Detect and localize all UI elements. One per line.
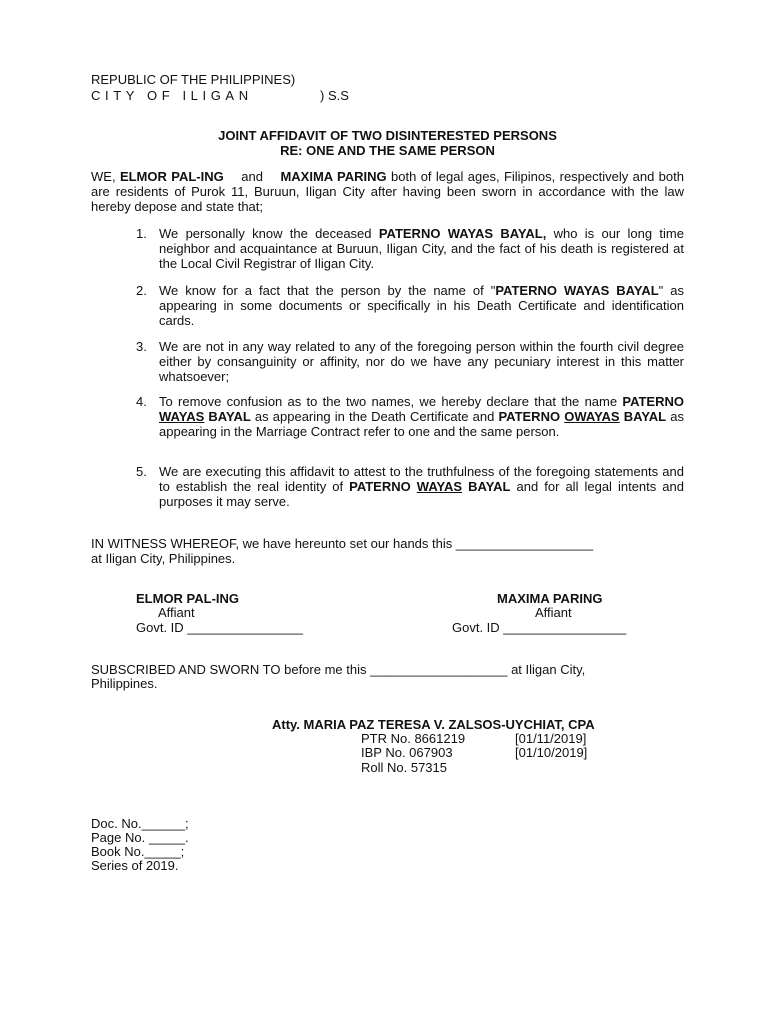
item-2 [159,283,684,328]
item-4-name2: PATERNO [498,409,565,424]
item-4-name1-surname: BAYAL [204,409,251,424]
intro-rest: both of legal ages, Filipinos, respectively and both are residents of Purok 11, Buruun, Iligan City after having been sworn in accordance with the law hereby depose and state that; [91,169,684,214]
item-4-text-2: as appearing in the Death Certificate and [250,409,499,424]
item-3-text: We are not in any way related to any of the foregoing person within the fourth civil degree either by consanguinity or affinity, nor do we have any pecuniary interest in this matter whatsoever; [159,339,684,384]
docket-page: Page No. _____. [91,830,189,845]
item-4-name2-underlined: OWAYAS [564,409,620,424]
subscribed-line1: SUBSCRIBED AND SWORN TO before me this ___________________ at Iligan City, [91,662,586,677]
item-4-text: To remove confusion as to the two names, we hereby declare that the name [159,394,623,409]
intro-paragraph [91,169,684,214]
notary-ptr: PTR No. 8661219 [361,731,466,746]
item-number: 3. [136,339,147,354]
notary-ibp: IBP No. 067903 [361,745,453,760]
signatory-1-role: Affiant [158,605,195,620]
item-2-text-2: " as appearing in some documents or specifically in his Death Certificate and identification cards. [159,283,685,328]
doc-title-line1: JOINT AFFIDAVIT OF TWO DISINTERESTED PERSONS [218,128,557,143]
subscribed-line2: Philippines. [91,676,158,691]
header-ss: ) S.S [320,88,349,103]
item-1-name: PATERNO WAYAS BAYAL, [378,226,547,241]
witness-line2: at Iligan City, Philippines. [91,551,236,566]
docket-book: Book No._____; [91,844,185,859]
header-republic: REPUBLIC OF THE PHILIPPINES) [91,72,296,87]
item-5-name: PATERNO [349,479,417,494]
item-2-text: We know for a fact that the person by the name of " [159,283,496,298]
witness-line1: IN WITNESS WHEREOF, we have hereunto set our hands this ___________________ [91,536,594,551]
notary-ptr-date: [01/11/2019] [515,731,587,746]
item-4-name1: PATERNO [622,394,684,409]
item-number: 2. [136,283,147,298]
item-1-text-2: who is our long time neighbor and acquaintance at Buruun, Iligan City, and the fact of his death is registered at the Local Civil Registrar of Iligan City. [159,226,684,271]
item-4-name1-underlined: WAYAS [159,409,205,424]
signatory-2-name: MAXIMA PARING [497,591,603,606]
notary-roll: Roll No. 57315 [361,760,447,775]
item-4-text-3: as appearing in the Marriage Contract refer to one and the same person. [159,409,684,439]
docket-series: Series of 2019. [91,858,179,873]
notary-name: Atty. MARIA PAZ TERESA V. ZALSOS-UYCHIAT, CPA [272,717,595,732]
item-5-name-surname: BAYAL [462,479,511,494]
signatory-2-govt-id: Govt. ID _________________ [452,620,627,635]
intro-affiant2: MAXIMA PARING [280,169,387,184]
item-5-name-underlined: WAYAS [416,479,463,494]
item-1-text: We personally know the deceased [159,226,379,241]
item-3 [159,339,684,384]
intro-and: and [241,169,263,184]
header-city: CITY OF ILIGAN [91,88,253,103]
item-1 [159,226,684,271]
item-4 [159,394,684,439]
signatory-2-role: Affiant [535,605,572,620]
item-4-name2-surname: BAYAL [619,409,667,424]
docket-doc: Doc. No.______; [91,816,189,831]
item-5-text: We are executing this affidavit to attest to the truthfulness of the foregoing statements and to establish the real identity of [159,464,684,494]
item-number: 5. [136,464,147,479]
signatory-1-govt-id: Govt. ID ________________ [136,620,303,635]
item-number: 1. [136,226,147,241]
signatory-1-name: ELMOR PAL-ING [136,591,240,606]
doc-title-line2: RE: ONE AND THE SAME PERSON [280,143,495,158]
intro-we: WE, [91,169,120,184]
item-5-text-2: and for all legal intents and purposes it may serve. [159,479,684,509]
item-5 [159,464,684,509]
notary-ibp-date: [01/10/2019] [515,745,588,760]
intro-affiant1: ELMOR PAL-ING [119,169,224,184]
item-number: 4. [136,394,147,409]
item-2-name: PATERNO WAYAS BAYAL [495,283,659,298]
